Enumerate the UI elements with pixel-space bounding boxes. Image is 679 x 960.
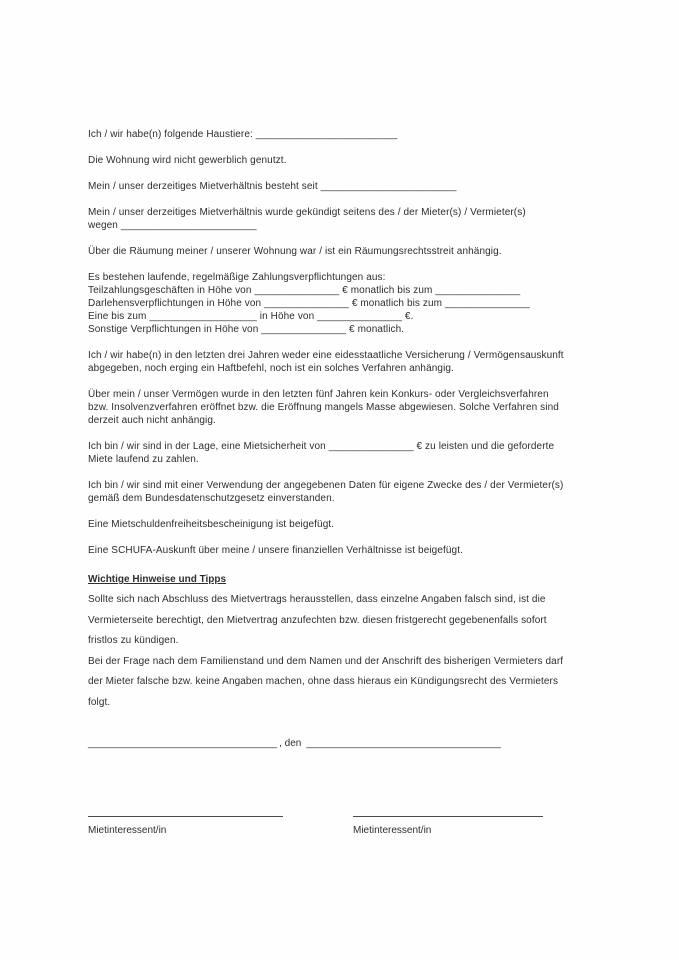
signature-line: [353, 816, 543, 817]
text-line: Ich bin / wir sind mit einer Verwendung der angegebenen Daten für eigene Zwecke des / der Vermieter(s): [88, 480, 564, 491]
place-date-line: [88, 737, 599, 750]
form-line: Ich bin / wir sind in der Lage, eine Mietsicherheit von _______________ € zu leisten und die geforderte: [88, 441, 555, 452]
text-line: Miete laufend zu zahlen.: [88, 454, 199, 465]
signature-right: [353, 816, 543, 837]
place-blank-field: __________________________________: [88, 738, 278, 749]
text-line: Eine Mietschuldenfreiheitsbescheinigung ist beigefügt.: [88, 519, 335, 530]
tenancy-since-statement: [88, 180, 599, 193]
text-line: Mein / unser derzeitiges Mietverhältnis wurde gekündigt seitens des / der Mieter(s) / Vermieter(s): [88, 207, 526, 218]
text-line: Sollte sich nach Abschluss des Mietvertrags herausstellen, dass einzelne Angaben falsch sind, ist die: [88, 594, 546, 605]
deposit-statement: [88, 440, 599, 466]
text-line: der Mieter falsche bzw. keine Angaben machen, ohne dass hieraus ein Kündigungsrecht des Vermieters: [88, 676, 559, 687]
text-line: Es bestehen laufende, regelmäßige Zahlungsverpflichtungen aus:: [88, 272, 386, 283]
signature-row: [88, 816, 599, 837]
eviction-litigation-statement: [88, 245, 599, 258]
pets-statement: [88, 128, 599, 141]
data-privacy-consent-statement: [88, 479, 599, 505]
text-line: Ich / wir habe(n) in den letzten drei Jahren weder eine eidesstaatliche Versicherung / Vermögensauskunft: [88, 350, 564, 361]
text-line: derzeit auch nicht anhängig.: [88, 415, 216, 426]
form-line: Sonstige Verpflichtungen in Höhe von _______________ € monatlich.: [88, 324, 405, 335]
signature-label: Mietinteressent/in: [353, 825, 432, 836]
commercial-use-statement: [88, 154, 599, 167]
text-line: Die Wohnung wird nicht gewerblich genutzt.: [88, 155, 287, 166]
form-line: Eine bis zum ___________________ in Höhe von _______________ €.: [88, 311, 414, 322]
schufa-statement: [88, 544, 599, 557]
text-line: folgt.: [88, 696, 111, 708]
form-line: Darlehensverpflichtungen in Höhe von _______________ € monatlich bis zum _______________: [88, 298, 530, 309]
form-line: Mein / unser derzeitiges Mietverhältnis besteht seit ________________________: [88, 181, 457, 192]
signature-label: Mietinteressent/in: [88, 825, 167, 836]
text-line: Vermieterseite berechtigt, den Mietvertrag anzufechten bzw. diesen fristgerecht gegebenenfalls sofort: [88, 614, 547, 626]
text-line: Bei der Frage nach dem Familienstand und dem Namen und der Anschrift des bisherigen Vermieters darf: [88, 655, 564, 667]
den-label: , den: [279, 738, 302, 749]
date-blank-field: ___________________________________: [306, 738, 501, 749]
text-line: bzw. Insolvenzverfahren eröffnet bzw. die Eröffnung mangels Masse abgewiesen. Solche Verfahren sind: [88, 402, 559, 413]
form-line: Ich / wir habe(n) folgende Haustiere: _________________________: [88, 129, 398, 140]
notes-heading: Wichtige Hinweise und Tipps: [88, 574, 227, 585]
form-line: wegen ________________________: [88, 220, 257, 231]
signature-left: [88, 816, 283, 837]
form-line: Teilzahlungsgeschäften in Höhe von _______________ € monatlich bis zum _______________: [88, 285, 521, 296]
tenancy-terminated-statement: [88, 206, 599, 232]
payment-obligations-block: [88, 271, 599, 336]
text-line: Über die Räumung meiner / unserer Wohnung war / ist ein Räumungsrechtsstreit anhängig.: [88, 246, 502, 257]
notes-paragraph: [88, 590, 599, 652]
text-line: Eine SCHUFA-Auskunft über meine / unsere finanziellen Verhältnisse ist beigefügt.: [88, 545, 463, 556]
signature-line: [88, 816, 283, 817]
text-line: gemäß dem Bundesdatenschutzgesetz einverstanden.: [88, 493, 335, 504]
affidavit-statement: [88, 349, 599, 375]
text-line: Über mein / unser Vermögen wurde in den letzten fünf Jahren kein Konkurs- oder Vergleichsverfahren: [88, 389, 549, 400]
text-line: fristlos zu kündigen.: [88, 635, 179, 646]
rent-debt-certificate-statement: [88, 518, 599, 531]
text-line: abgegeben, noch erging ein Haftbefehl, noch ist ein solches Verfahren anhängig.: [88, 363, 454, 374]
insolvency-statement: [88, 388, 599, 427]
notes-paragraph: [88, 652, 599, 714]
